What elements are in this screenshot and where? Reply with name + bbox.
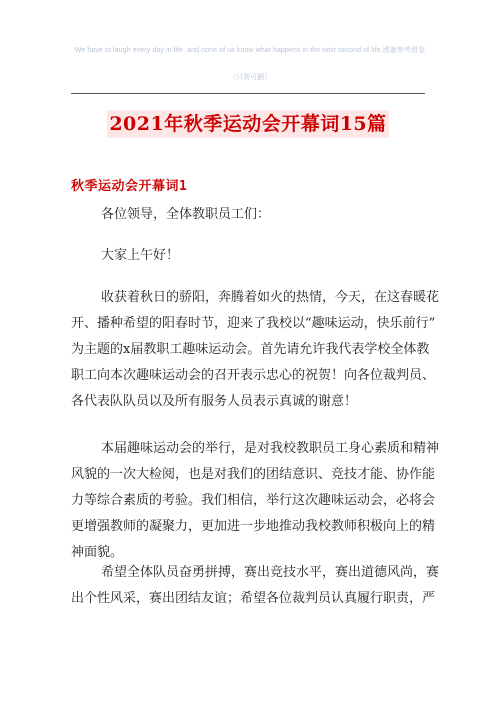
paragraph-line: 本届趣味运动会的举行，是对我校教职员工身心素质和精神 (101, 441, 440, 456)
paragraph-greeting (71, 202, 425, 228)
paragraph-line: 为主题的x届教职工趣味运动会。首先请允许我代表学校全体教 (71, 342, 430, 357)
paragraph-line: 职工向本次趣味运动会的召开表示忠心的祝贺！向各位裁判员、 (71, 368, 436, 383)
paragraph-line: 力等综合素质的考验。我们相信，举行这次趣味运动会，必将会 (71, 493, 436, 508)
paragraph-line: 收获着秋日的骄阳，奔腾着如火的热情，今天，在这春暖花 (101, 290, 440, 305)
document-title: 2021年秋季运动会开幕词15篇 (107, 110, 388, 138)
paragraph-line: 希望全体队员奋勇拼搏，赛出竞技水平，赛出道德风尚，赛 (101, 565, 440, 580)
header-note: （只需可删） (229, 74, 271, 81)
paragraph-significance (71, 436, 440, 566)
paragraph-line: 出个性风采，赛出团结友谊；希望各位裁判员认真履行职责，严 (71, 591, 436, 606)
paragraph-line: 神面貌。 (71, 545, 124, 560)
title-container (0, 110, 496, 138)
header-divider (71, 93, 425, 94)
paragraph-line: 更增强教师的凝聚力，更加进一步地推动我校教师积极向上的精 (71, 519, 436, 534)
paragraph-opening (71, 285, 440, 415)
paragraph-line: 风貌的一次大检阅，也是对我们的团结意识、竞技才能、协作能 (71, 467, 436, 482)
paragraph-hopes (71, 560, 440, 612)
paragraph-line: 各代表队队员以及所有服务人员表示真诚的谢意！ (71, 394, 358, 409)
hello-text: 大家上午好！ (101, 248, 180, 263)
header-motto: We have to laugh every day in life, and none of us know what happens in the next second of life.感谢参考借鉴 (74, 47, 426, 54)
greeting-text: 各位领导，全体教职员工们： (101, 207, 271, 222)
section-heading: 秋季运动会开幕词1 (71, 179, 188, 194)
paragraph-hello (71, 243, 425, 269)
paragraph-line: 开、播种希望的阳春时节，迎来了我校以“趣味运动，快乐前行” (71, 316, 436, 331)
